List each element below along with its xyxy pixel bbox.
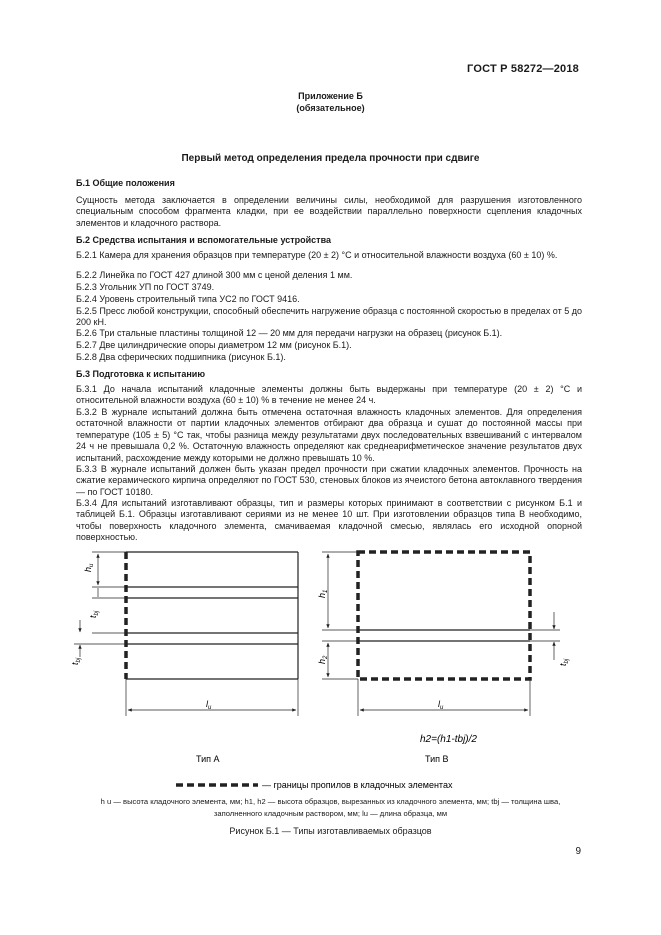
paragraph: Б.2.2 Линейка по ГОСТ 427 длиной 300 мм с ценой деления 1 мм. — [76, 270, 353, 280]
type-b-label: Тип В — [425, 754, 449, 764]
figure-b1 — [0, 540, 661, 790]
label-lu: $l_u$ — [438, 699, 444, 711]
section-heading: Б.2 Средства испытания и вспомогательные устройства — [76, 235, 331, 245]
paragraph: Б.2.5 Пресс любой конструкции, способный обеспечить нагружение образца с постоянной скоростью в пределах от 5 до 200 кН. — [76, 306, 582, 328]
paragraph: Б.2.1 Камера для хранения образцов при температуре (20 ± 2) °С и относительной влажности воздуха (60 ± 10) %. — [76, 250, 558, 260]
figure-note-2: заполненного кладочным раствором, мм; lu — длина образца, мм — [213, 809, 448, 818]
type-a-label: Тип А — [196, 754, 220, 764]
paragraph: Б.3.3 В журнале испытаний должен быть указан предел прочности при сжатии кладочных элементов. Прочность на сжатие керамического кирпича определяют по ГОСТ 530, стеновых блоков из ячеистого бетона автоклавного твердения — по ГОСТ 10180. — [76, 464, 582, 497]
paragraph: Б.3.2 В журнале испытаний должна быть отмечена остаточная влажность кладочных элементов. Для определения остаточной влажности от партии кладочных элементов отбирают два образца и сушат до постоянной массы при температуре (105 ± 5) °С так, чтобы разница между результатами двух последовательных взвешиваний с интервалом 24 ч не превышала 0,2 %. Остаточную влажность определяют как среднеарифметическое значение результатов двух испытаний, расхождение между которыми не должно превышать 10 %. — [76, 407, 582, 463]
paragraph: Б.2.3 Угольник УП по ГОСТ 3749. — [76, 282, 215, 292]
figure-caption: Рисунок Б.1 — Типы изготавливаемых образцов — [229, 826, 432, 836]
paragraph: Б.2.4 Уровень строительный типа УС2 по ГОСТ 9416. — [76, 294, 300, 304]
label-lu: $l_u$ — [206, 699, 212, 711]
section-heading: Б.1 Общие положения — [76, 178, 175, 188]
appendix-title: Приложение Б — [298, 91, 363, 101]
type-b-diagram — [317, 552, 570, 716]
paragraph: Сущность метода заключается в определении величины силы, необходимой для разрушения изготовленного специальным способом фрагмента кладки, при ее воздействии параллельно поверхности сцепления кладочных элементов и кладочного раствора. — [76, 195, 582, 228]
label-tbj: $t_{bj}$ — [558, 658, 570, 666]
paragraph: Б.3.4 Для испытаний изготавливают образцы, тип и размеры которых принимают в соответствии с рисунком Б.1 и таблицей Б.1. Образцы изготавливают сериями из не менее 10 шт. При изготовлении образцов типа В необходимо, чтобы поверхность кладочного элемента, смачиваемая кладочной смесью, являлась его исходной опорной поверхностью. — [76, 498, 582, 543]
paragraph: Б.2.8 Два сферических подшипника (рисунок Б.1). — [76, 352, 286, 362]
section-heading: Б.3 Подготовка к испытанию — [76, 369, 206, 379]
appendix-subtitle: (обязательное) — [296, 103, 365, 113]
label-tbj: $t_{bj}$ — [88, 610, 100, 618]
paragraph: Б.3.1 До начала испытаний кладочные элементы должны быть выдержаны при температуре (20 ± 2) °С и относительной влажности воздуха (60 ± 10) % в течение не менее 24 ч. — [76, 384, 582, 406]
label-h2: $h_2$ — [317, 655, 329, 664]
legend-text: — границы пропилов в кладочных элементах — [262, 780, 453, 790]
formula-h2: h2=(h1-tbj)/2 — [420, 734, 477, 745]
document-id: ГОСТ Р 58272—2018 — [467, 63, 579, 75]
main-title: Первый метод определения предела прочности при сдвиге — [181, 153, 480, 164]
label-tbj: $t_{bj}$ — [70, 657, 82, 665]
figure-note-1: h u — высота кладочного элемента, мм; h1, h2 — высота образцов, вырезанных из кладочного элемента, мм; tbj — толщина шва, — [100, 797, 561, 806]
type-a-diagram — [70, 552, 298, 716]
paragraph: Б.2.7 Две цилиндрические опоры диаметром 12 мм (рисунок Б.1). — [76, 340, 352, 350]
label-h1: $h_1$ — [317, 589, 329, 598]
page-number: 9 — [575, 846, 581, 857]
label-hu: $h_u$ — [83, 563, 95, 572]
paragraph: Б.2.6 Три стальные пластины толщиной 12 — 20 мм для передачи нагрузки на образец (рисунок Б.1). — [76, 328, 503, 338]
